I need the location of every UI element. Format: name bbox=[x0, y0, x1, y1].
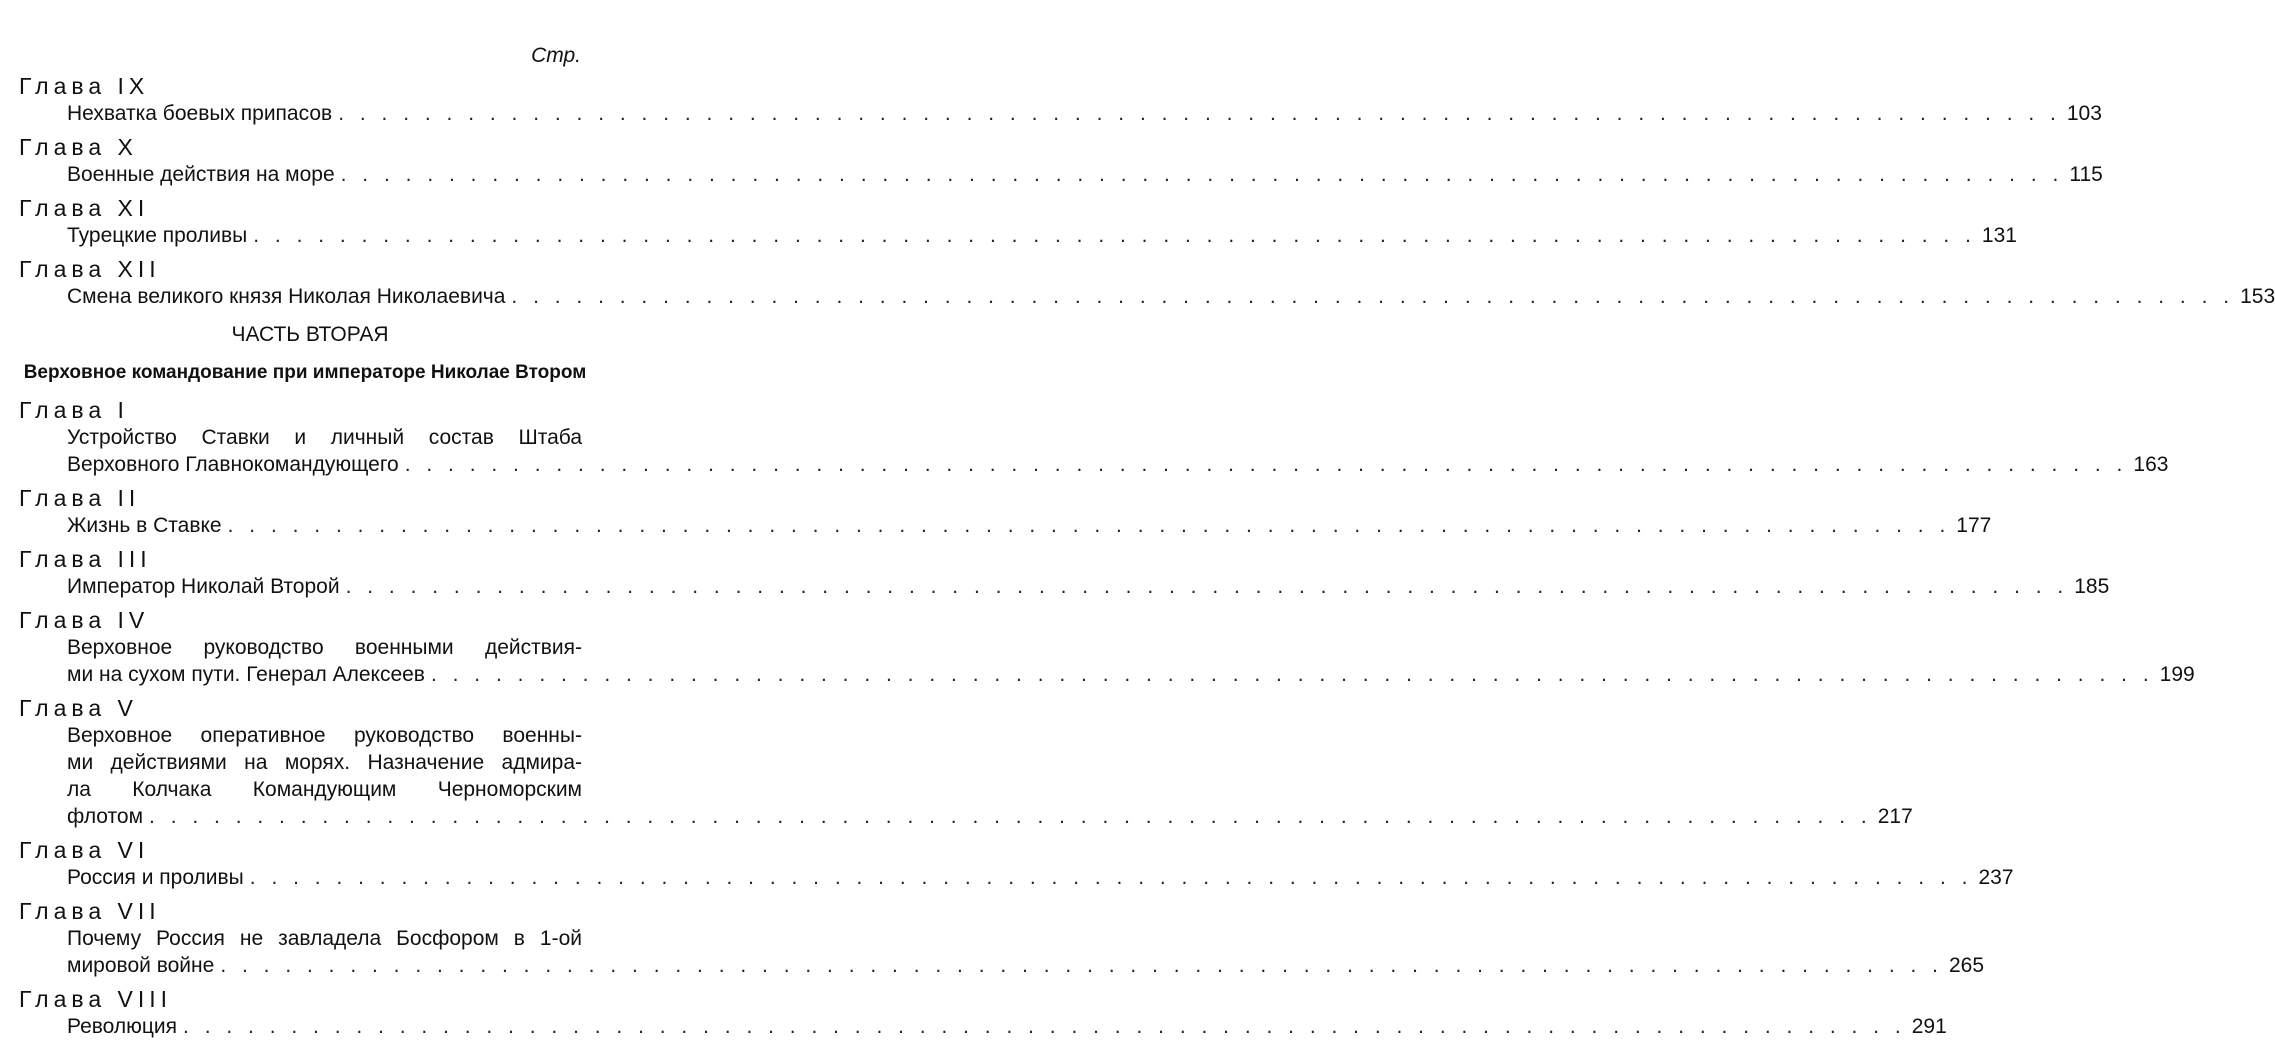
page-number: 217 bbox=[1877, 805, 1913, 828]
toc-entry bbox=[67, 512, 1992, 539]
chapter-heading: Глава VII bbox=[19, 898, 161, 924]
page-number: 163 bbox=[2133, 453, 2169, 476]
dot-leader: . . . . . . . . . . . . . . . . . . . . . . . . . . . . . . . . . . . . . . . . . . . . . . . . . . . . . . . . . . . . . . . . . . . . . . . . . . . . . . . . bbox=[511, 285, 2235, 308]
entry-last-line bbox=[67, 100, 2102, 127]
entry-last-line bbox=[67, 161, 2103, 188]
dot-leader: . . . . . . . . . . . . . . . . . . . . . . . . . . . . . . . . . . . . . . . . . . . . . . . . . . . . . . . . . . . . . . . . . . . . . . . . . . . . . . . . bbox=[227, 514, 1951, 537]
entry-title-line: Почему Россия не завладела Босфором в 1-ой bbox=[67, 927, 582, 950]
entry-title-line: Россия и проливы bbox=[67, 866, 244, 889]
entry-title-line: Турецкие проливы bbox=[67, 224, 248, 247]
entry-last-line bbox=[67, 864, 2014, 891]
dot-leader: . . . . . . . . . . . . . . . . . . . . . . . . . . . . . . . . . . . . . . . . . . . . . . . . . . . . . . . . . . . . . . . . . . . . . . . . . . . . . . . . bbox=[183, 1015, 1906, 1038]
page-number: 103 bbox=[2066, 102, 2102, 125]
entry-last-line bbox=[67, 222, 2017, 249]
entry-last-line bbox=[67, 1013, 1947, 1040]
toc-entry bbox=[67, 283, 2275, 310]
dot-leader: . . . . . . . . . . . . . . . . . . . . . . . . . . . . . . . . . . . . . . . . . . . . . . . . . . . . . . . . . . . . . . . . . . . . . . . . . . . . . . . . bbox=[430, 663, 2154, 686]
chapter-heading: Глава XII bbox=[19, 256, 161, 282]
entry-last-line bbox=[67, 661, 2195, 688]
entry-title-line: Император Николай Второй bbox=[67, 575, 340, 598]
entry-title-line: Верховное руководство военными действия- bbox=[67, 636, 582, 659]
dot-leader: . . . . . . . . . . . . . . . . . . . . . . . . . . . . . . . . . . . . . . . . . . . . . . . . . . . . . . . . . . . . . . . . . . . . . . . . . . . . . . . . bbox=[220, 954, 1943, 977]
entry-title-line: Военные действия на море bbox=[67, 163, 335, 186]
entry-title-line: ми на сухом пути. Генерал Алексеев bbox=[67, 663, 425, 686]
toc-entry bbox=[67, 424, 2169, 478]
chapter-heading: Глава VIII bbox=[19, 986, 173, 1012]
page-number: 185 bbox=[2074, 575, 2110, 598]
toc-entry bbox=[67, 634, 2195, 688]
page-number: 265 bbox=[1949, 954, 1985, 977]
page-number: 237 bbox=[1978, 866, 2014, 889]
chapter-heading: Глава X bbox=[19, 134, 138, 160]
entry-title-line: Устройство Ставки и личный состав Штаба bbox=[67, 426, 582, 449]
dot-leader: . . . . . . . . . . . . . . . . . . . . . . . . . . . . . . . . . . . . . . . . . . . . . . . . . . . . . . . . . . . . . . . . . . . . . . . . . . . . . . . . bbox=[149, 805, 1872, 828]
toc-entry bbox=[67, 925, 1985, 979]
entry-title-line: мировой войне bbox=[67, 954, 215, 977]
entry-title-line: флотом bbox=[67, 805, 144, 828]
entry-last-line bbox=[67, 451, 2169, 478]
toc-entry bbox=[67, 722, 1913, 830]
entry-title-line: ла Колчака Командующим Черноморским bbox=[67, 778, 582, 801]
entry-title-line: Революция bbox=[67, 1015, 178, 1038]
entry-title-line: Жизнь в Ставке bbox=[67, 514, 222, 537]
entry-last-line bbox=[67, 952, 1985, 979]
toc-entry bbox=[67, 100, 2102, 127]
dot-leader: . . . . . . . . . . . . . . . . . . . . . . . . . . . . . . . . . . . . . . . . . . . . . . . . . . . . . . . . . . . . . . . . . . . . . . . . . . . . . . . . bbox=[340, 163, 2064, 186]
page-column-label: Стр. bbox=[531, 44, 581, 67]
toc-entry bbox=[67, 222, 2017, 249]
toc-entry bbox=[67, 161, 2103, 188]
entry-last-line bbox=[67, 512, 1992, 539]
entry-title-line: Верховное оперативное руководство военны- bbox=[67, 724, 582, 747]
dot-leader: . . . . . . . . . . . . . . . . . . . . . . . . . . . . . . . . . . . . . . . . . . . . . . . . . . . . . . . . . . . . . . . . . . . . . . . . . . . . . . . . bbox=[338, 102, 2061, 125]
toc-entry bbox=[67, 573, 2110, 600]
chapter-heading: Глава I bbox=[19, 397, 129, 423]
page-number: 199 bbox=[2159, 663, 2195, 686]
dot-leader: . . . . . . . . . . . . . . . . . . . . . . . . . . . . . . . . . . . . . . . . . . . . . . . . . . . . . . . . . . . . . . . . . . . . . . . . . . . . . . . . bbox=[253, 224, 1976, 247]
chapter-heading: Глава II bbox=[19, 485, 141, 511]
entry-last-line bbox=[67, 803, 1913, 830]
part-one-entries bbox=[0, 72, 2275, 310]
page-number: 115 bbox=[2069, 163, 2103, 186]
entry-title-line: Верховного Главнокомандующего bbox=[67, 453, 399, 476]
dot-leader: . . . . . . . . . . . . . . . . . . . . . . . . . . . . . . . . . . . . . . . . . . . . . . . . . . . . . . . . . . . . . . . . . . . . . . . . . . . . . . . . bbox=[345, 575, 2069, 598]
part-two-title: ЧАСТЬ ВТОРАЯ bbox=[231, 323, 389, 346]
chapter-heading: Глава V bbox=[19, 695, 138, 721]
page-number: 177 bbox=[1956, 514, 1992, 537]
chapter-heading: Глава XI bbox=[19, 195, 150, 221]
entry-title-line: Смена великого князя Николая Николаевича bbox=[67, 285, 506, 308]
entry-last-line bbox=[67, 573, 2110, 600]
toc-entry bbox=[67, 1013, 1947, 1040]
dot-leader: . . . . . . . . . . . . . . . . . . . . . . . . . . . . . . . . . . . . . . . . . . . . . . . . . . . . . . . . . . . . . . . . . . . . . . . . . . . . . . . . bbox=[404, 453, 2128, 476]
chapter-heading: Глава III bbox=[19, 546, 152, 572]
entry-title-line: Нехватка боевых припасов bbox=[67, 102, 333, 125]
chapter-heading: Глава IV bbox=[19, 607, 150, 633]
page-number: 153 bbox=[2240, 285, 2275, 308]
part-two-entries bbox=[0, 396, 2195, 1040]
dot-leader: . . . . . . . . . . . . . . . . . . . . . . . . . . . . . . . . . . . . . . . . . . . . . . . . . . . . . . . . . . . . . . . . . . . . . . . . . . . . . . . . bbox=[249, 866, 1973, 889]
page-number: 291 bbox=[1911, 1015, 1947, 1038]
toc-entry bbox=[67, 864, 2014, 891]
table-of-contents bbox=[0, 66, 2275, 1040]
entry-last-line bbox=[67, 283, 2275, 310]
chapter-heading: Глава IX bbox=[19, 73, 150, 99]
page-number: 131 bbox=[1981, 224, 2017, 247]
entry-title-line: ми действиями на морях. Назначение адмира- bbox=[67, 751, 582, 774]
part-two-subtitle: Верховное командование при императоре Николае Втором bbox=[23, 362, 587, 383]
chapter-heading: Глава VI bbox=[19, 837, 150, 863]
